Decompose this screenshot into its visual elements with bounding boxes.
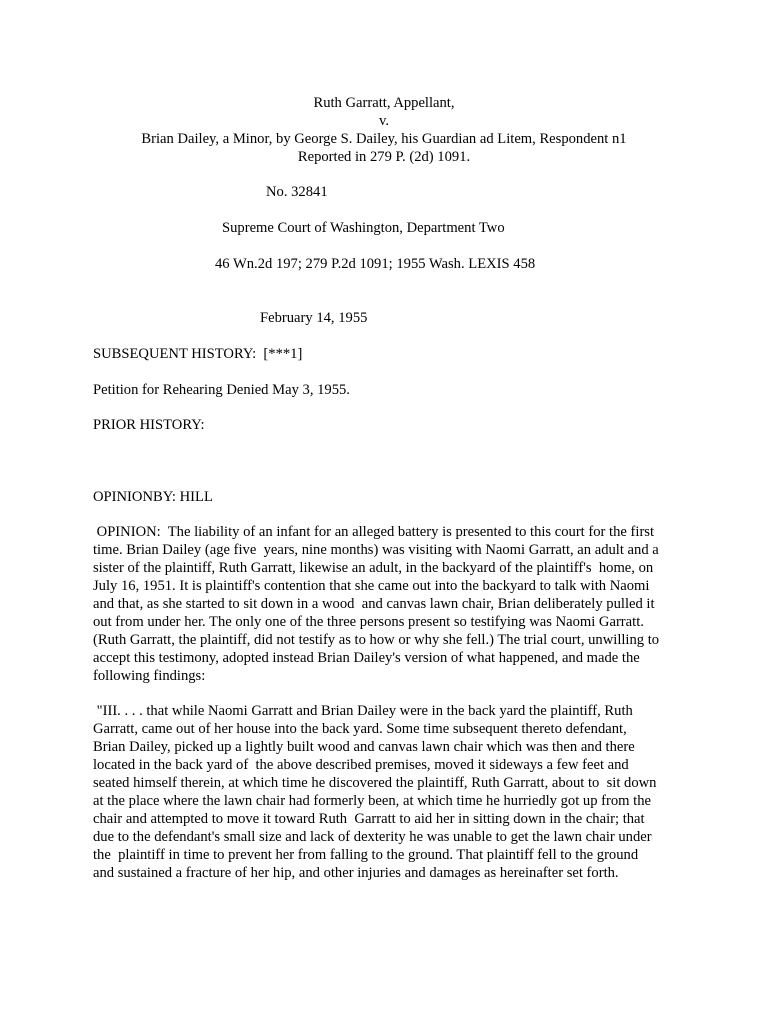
finding-line: due to the defendant's small size and lack of dexterity he was unable to get the lawn chair under xyxy=(93,829,652,845)
versus-line: v. xyxy=(379,113,389,129)
opinion-line: sister of the plaintiff, Ruth Garratt, likewise an adult, in the backyard of the plaintiff's home, on xyxy=(93,560,654,576)
finding-quote-paragraph xyxy=(93,702,683,882)
opinion-line: and that, as she started to sit down in a wood and canvas lawn chair, Brian deliberately pulled it xyxy=(93,596,655,612)
prior-history: PRIOR HISTORY: xyxy=(93,417,205,433)
opinion-paragraph xyxy=(93,523,683,685)
finding-line: Brian Dailey, picked up a lightly built wood and canvas lawn chair which was then and there xyxy=(93,739,635,755)
opinion-line: out from under her. The only one of the three persons present so testifying was Naomi Garratt. xyxy=(93,614,644,630)
finding-line: seated himself therein, at which time he discovered the plaintiff, Ruth Garratt, about to sit down xyxy=(93,775,657,791)
opinion-by: OPINIONBY: HILL xyxy=(93,489,213,505)
finding-line: and sustained a fracture of her hip, and other injuries and damages as hereinafter set forth. xyxy=(93,865,619,881)
finding-line: Garratt, came out of her house into the back yard. Some time subsequent thereto defendant, xyxy=(93,721,627,737)
opinion-line: OPINION: The liability of an infant for an alleged battery is presented to this court for the first xyxy=(93,524,655,540)
respondent-line: Brian Dailey, a Minor, by George S. Dailey, his Guardian ad Litem, Respondent n1 xyxy=(141,131,627,147)
finding-line: "III. . . . that while Naomi Garratt and Brian Dailey were in the back yard the plaintiff, Ruth xyxy=(93,703,633,719)
reported-line: Reported in 279 P. (2d) 1091. xyxy=(297,149,471,165)
citation: 46 Wn.2d 197; 279 P.2d 1091; 1955 Wash. LEXIS 458 xyxy=(215,256,536,272)
subsequent-history: SUBSEQUENT HISTORY: [***1] xyxy=(93,346,303,362)
finding-line: located in the back yard of the above described premises, moved it sideways a few feet and xyxy=(93,757,629,773)
finding-line: at the place where the lawn chair had formerly been, at which time he hurriedly got up from the xyxy=(93,793,651,809)
opinion-line: time. Brian Dailey (age five years, nine months) was visiting with Naomi Garratt, an adult and a xyxy=(93,542,659,558)
finding-line: chair and attempted to move it toward Ruth Garratt to aid her in sitting down in the chair; that xyxy=(93,811,645,827)
opinion-line: accept this testimony, adopted instead Brian Dailey's version of what happened, and made the xyxy=(93,650,640,666)
appellant-line: Ruth Garratt, Appellant, xyxy=(313,95,455,111)
opinion-line: (Ruth Garratt, the plaintiff, did not testify as to how or why she fell.) The trial court, unwilling to xyxy=(93,632,660,648)
finding-line: the plaintiff in time to prevent her from falling to the ground. That plaintiff fell to the ground xyxy=(93,847,639,863)
opinion-line: following findings: xyxy=(93,668,206,684)
decision-date: February 14, 1955 xyxy=(260,310,368,326)
rehearing-note: Petition for Rehearing Denied May 3, 1955. xyxy=(93,382,350,398)
case-number: No. 32841 xyxy=(266,184,328,200)
opinion-line: July 16, 1951. It is plaintiff's contention that she came out into the backyard to talk with Naomi xyxy=(93,578,650,594)
court-name: Supreme Court of Washington, Department Two xyxy=(222,220,505,236)
